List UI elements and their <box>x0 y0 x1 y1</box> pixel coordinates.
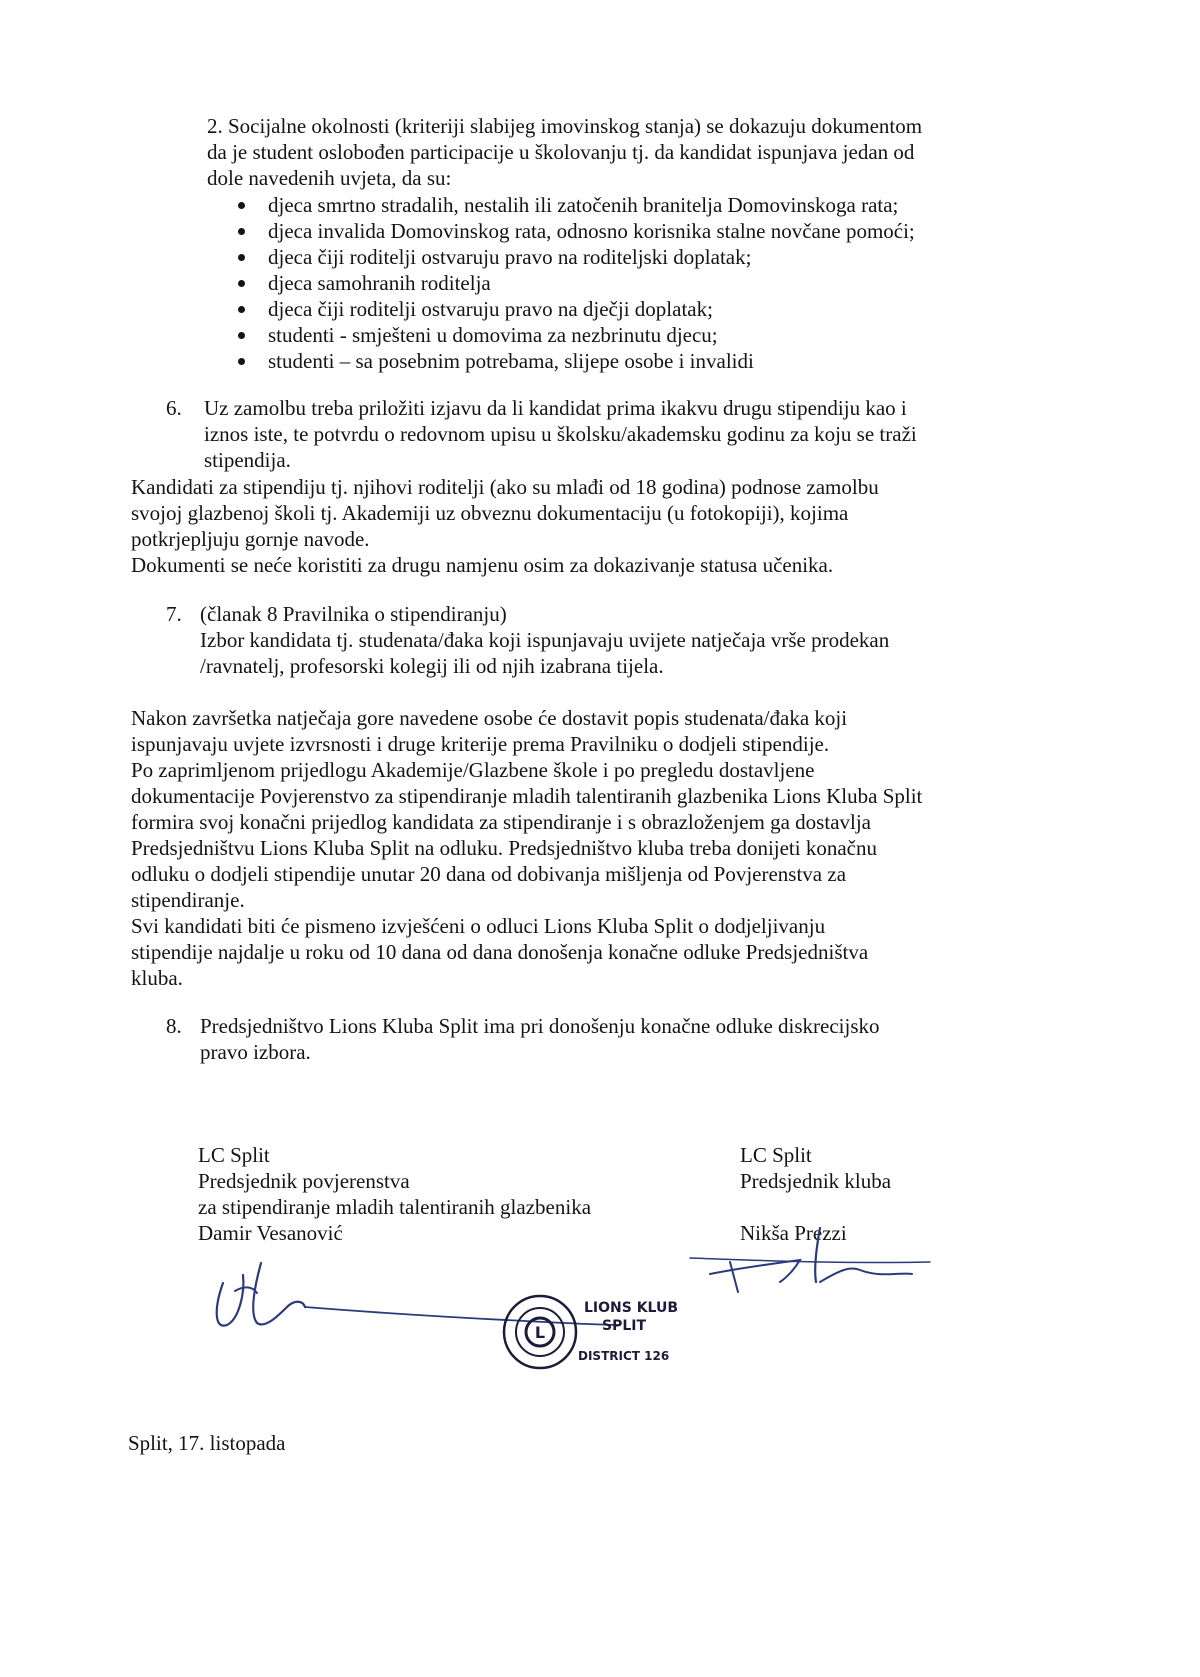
text-line: Nakon završetka natječaja gore navedene osobe će dostavit popis studenata/đaka koji <box>131 706 848 730</box>
signatory-org: LC Split <box>198 1143 270 1167</box>
text-line: Predsjedništvu Lions Kluba Split na odluku. Predsjedništvo kluba treba donijeti konačnu <box>131 836 877 860</box>
lions-club-stamp <box>498 1290 688 1380</box>
text-line: odluku o dodjeli stipendije unutar 20 dana od dobivanja mišljenja od Povjerenstva za <box>131 862 847 886</box>
list-item: studenti – sa posebnim potrebama, slijepe osobe i invalidi <box>234 348 915 374</box>
text-line: Kandidati za stipendiju tj. njihovi roditelji (ako su mlađi od 18 godina) podnose zamolbu <box>131 475 879 499</box>
place-and-date: Split, 17. listopada <box>128 1431 286 1455</box>
section-7 <box>166 601 1066 681</box>
signature-block-left <box>198 1142 591 1246</box>
main-paragraph <box>131 705 922 991</box>
text-line: dokumentacije Povjerenstvo za stipendiranje mladih talentiranih glazbenika Lions Kluba Split <box>131 784 923 808</box>
text-line: ispunjavaju uvjete izvrsnosti i druge kriterije prema Pravilniku o dodjeli stipendije. <box>131 732 830 756</box>
text-line: Predsjedništvo Lions Kluba Split ima pri donošenju konačne odluke diskrecijsko <box>200 1014 880 1038</box>
text-line: Izbor kandidata tj. studenata/đaka koji ispunjavaju uvijete natječaja vrše prodekan <box>200 628 890 652</box>
text-line: Dokumenti se neće koristiti za drugu namjenu osim za dokazivanje statusa učenika. <box>131 553 834 577</box>
text-line: kluba. <box>131 966 183 990</box>
stamp-line-1: LIONS KLUB <box>584 1300 679 1316</box>
section-8 <box>166 1013 1066 1069</box>
stamp-line-2: SPLIT <box>602 1318 647 1334</box>
text-line: 2. Socijalne okolnosti (kriteriji slabijeg imovinskog stanja) se dokazuju dokumentom <box>207 114 923 138</box>
signatory-org: LC Split <box>740 1143 812 1167</box>
spacer <box>740 1194 891 1220</box>
text-line: /ravnatelj, profesorski kolegij ili od njih izabrana tijela. <box>200 654 664 678</box>
stamp-emblem-letter: L <box>534 1323 546 1342</box>
text-line: Uz zamolbu treba priložiti izjavu da li kandidat prima ikakvu drugu stipendiju kao i <box>204 396 907 420</box>
signatory-name: Damir Vesanović <box>198 1221 343 1245</box>
section-number: 6. <box>166 396 182 420</box>
text-line: dole navedenih uvjeta, da su: <box>207 166 452 190</box>
stamp-line-3: DISTRICT 126 <box>578 1349 670 1363</box>
text-line: stipendija. <box>204 448 291 472</box>
text-line: da je student oslobođen participacije u školovanju tj. da kandidat ispunjava jedan od <box>207 140 915 164</box>
list-item: djeca samohranih roditelja <box>234 270 915 296</box>
signatory-title: za stipendiranje mladih talentiranih glazbenika <box>198 1195 592 1219</box>
section-6-note <box>131 474 879 578</box>
list-item: djeca čiji roditelji ostvaruju pravo na dječji doplatak; <box>234 296 915 322</box>
text-line: stipendiranje. <box>131 888 245 912</box>
text-line: pravo izbora. <box>200 1040 311 1064</box>
handwritten-signature-right <box>690 1220 940 1290</box>
text-line: stipendije najdalje u roku od 10 dana od dana donošenja konačne odluke Predsjedništva <box>131 940 869 964</box>
list-item: studenti - smješteni u domovima za nezbrinutu djecu; <box>234 322 915 348</box>
text-line: iznos iste, te potvrdu o redovnom upisu u školsku/akademsku godinu za koju se traži <box>204 422 917 446</box>
text-line: svojoj glazbenoj školi tj. Akademiji uz obveznu dokumentaciju (u fotokopiji), kojima <box>131 501 849 525</box>
text-line: formira svoj konačni prijedlog kandidata za stipendiranje i s obrazloženjem ga dostavlja <box>131 810 872 834</box>
list-item: djeca čiji roditelji ostvaruju pravo na roditeljski doplatak; <box>234 244 915 270</box>
signatory-name: Nikša Prezzi <box>740 1221 847 1245</box>
criteria-bullet-list <box>234 192 915 374</box>
section-6 <box>166 395 1066 475</box>
list-item: djeca invalida Domovinskog rata, odnosno korisnika stalne novčane pomoći; <box>234 218 915 244</box>
text-line: (članak 8 Pravilnika o stipendiranju) <box>200 602 507 626</box>
section-number: 7. <box>166 602 182 626</box>
text-line: Svi kandidati biti će pismeno izvješćeni o odluci Lions Kluba Split o dodjeljivanju <box>131 914 826 938</box>
text-line: Po zaprimljenom prijedlogu Akademije/Glazbene škole i po pregledu dostavljene <box>131 758 815 782</box>
section-2-intro <box>207 113 922 191</box>
signatory-title: Predsjednik kluba <box>740 1169 892 1193</box>
signatory-title: Predsjednik povjerenstva <box>198 1169 410 1193</box>
list-item: djeca smrtno stradalih, nestalih ili zatočenih branitelja Domovinskoga rata; <box>234 192 915 218</box>
text-line: potkrjepljuju gornje navode. <box>131 527 370 551</box>
section-number: 8. <box>166 1014 182 1038</box>
